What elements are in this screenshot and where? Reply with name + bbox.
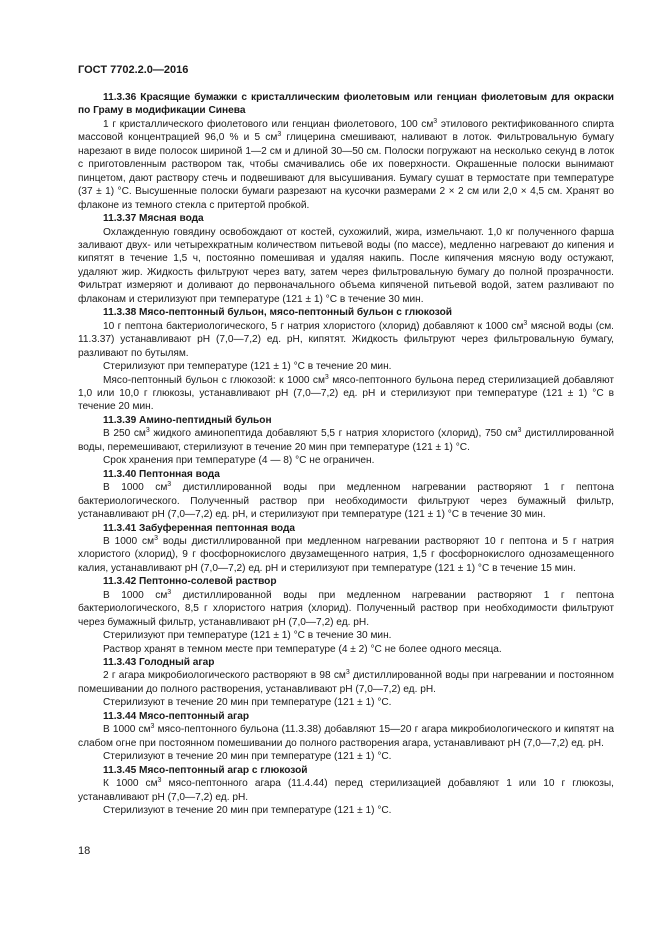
- paragraph: [78, 454, 614, 467]
- section-heading: 11.3.42 Пептонно-солевой раствор: [103, 576, 277, 588]
- superscript: 3: [433, 117, 438, 125]
- text-run: В 1000 см: [103, 724, 151, 736]
- text-run: дистиллированной воды, перемешивают, стерилизуют в течение 20 мин при температуре (121 ± 1) °С.: [78, 428, 614, 453]
- text-run: дистиллированной воды при медленном нагревании растворяют 1 г пептона бактериологического, 8,5 г хлористого натрия (хлорид). Полученный раствор при необходимости фильтруют через бумажный фильтр, устанавливают рН (7,0—7,2) ед. рН.: [78, 589, 614, 628]
- text-run: Срок хранения при температуре (4 — 8) °С не ограничен.: [103, 455, 375, 467]
- text-run: Стерилизуют в течение 20 мин при температуре (121 ± 1) °С.: [103, 751, 392, 763]
- superscript: 3: [157, 777, 162, 785]
- superscript: 3: [523, 319, 528, 327]
- text-run: жидкого аминопептида добавляют 5,5 г натрия хлористого (хлорид), 750 см: [149, 428, 518, 440]
- text-run: мясо-пептонного бульона перед стерилизацией добавляют 1,0 или 10,0 г глюкозы, устанавливают рН (7,0—7,2) ед. рН и стерилизуют при температуре (121 ± 1) °С в течение 20 мин.: [78, 374, 614, 413]
- superscript: 3: [517, 427, 522, 435]
- section-heading: 11.3.44 Мясо-пептонный агар: [103, 710, 250, 722]
- document-header: ГОСТ 7702.2.0—2016: [78, 64, 189, 76]
- text-run: Охлажденную говядину освобождают от костей, сухожилий, жира, измельчают. 1,0 кг полученного фарша заливают двух- или четырехкратным количеством питьевой воды (по массе), медленно нагревают до кипения и кипятят в течение 1,5 ч, постоянно помешивая и удаляя накипь. После кипячения мясную воду остужают, удаляют жир. Жидкость фильтруют через вату, затем через фильтровальную бумагу до полной прозрачности. Фильтрат измеряют и доливают до первоначального объема кипяченой питьевой водой, затем разливают по флаконам и стерилизуют при температуре (121 ± 1) °С в течение 30 мин.: [78, 226, 614, 305]
- text-run: дистиллированной воды при медленном нагревании растворяют 1 г пептона бактериологического. Полученный раствор при необходимости фильтруют через бумажный фильтр, устанавливают рН (7,0—7,2) ед. рН, и стерилизуют при температуре (121 ± 1) °С в течение 30 мин.: [78, 482, 614, 521]
- text-run: В 1000 см: [103, 589, 168, 601]
- text-run: Стерилизуют в течение 20 мин при температуре (121 ± 1) °С.: [103, 697, 392, 709]
- superscript: 3: [150, 723, 155, 731]
- paragraph: [78, 374, 614, 414]
- document-body: [78, 91, 614, 817]
- section-heading: 11.3.37 Мясная вода: [103, 213, 204, 225]
- paragraph: [78, 226, 614, 307]
- text-run: В 250 см: [103, 428, 146, 440]
- paragraph: [78, 589, 614, 629]
- text-run: 10 г пептона бактериологического, 5 г натрия хлористого (хлорид) добавляют к 1000 см: [103, 320, 524, 332]
- text-run: В 1000 см: [103, 535, 155, 547]
- superscript: 3: [145, 427, 150, 435]
- text-run: В 1000 см: [103, 482, 168, 494]
- paragraph: [78, 320, 614, 360]
- text-run: глицерина смешивают, наливают в лоток. Фильтровальную бумагу нарезают в виде полосок шириной 1—2 см и длиной 30—50 см. Полоски погружают на несколько секунд в лоток с приготовленным раствором так, чтобы смачивались обе их поверхности. Окрашенные полоски вынимают пинцетом, дают раствору стечь и подвешивают для высушивания. Бумагу сушат в термостате при температуре (37 ± 1) °С. Высушенные полоски бумаги разрезают на кусочки размерами 2 × 2 см или 2,0 × 4,5 см. Хранят во флаконе из темного стекла с притертой пробкой.: [78, 132, 614, 211]
- text-run: Раствор хранят в темном месте при температуре (4 ± 2) °С не более одного месяца.: [103, 643, 502, 655]
- paragraph: [78, 427, 614, 454]
- section-heading: 11.3.39 Амино-пептидный бульон: [103, 414, 272, 426]
- text-run: мясной воды (см. 11.3.37) устанавливают рН (7,0—7,2) ед. рН, кипятят. Жидкость фильтруют через фильтровальную бумагу, разливают по бутылям.: [78, 320, 614, 359]
- paragraph: [78, 360, 614, 373]
- text-run: дистиллированной воды при нагревании и постоянном помешивании до полного растворения, устанавливают рН (7,0—7,2) ед. рН.: [78, 670, 614, 695]
- superscript: 3: [277, 131, 282, 139]
- text-run: Мясо-пептонный бульон с глюкозой: к 1000 см: [103, 374, 325, 386]
- superscript: 3: [167, 481, 172, 489]
- text-run: 1 г кристаллического фиолетового или генциан фиолетового, 100 см: [103, 118, 434, 130]
- superscript: 3: [154, 534, 158, 542]
- text-run: мясо-пептонного агара (11.4.44) перед стерилизацией добавляют 1 или 10 г глюкозы, устанавливают рН (7,0—7,2) ед. рН.: [78, 778, 614, 803]
- text-run: этилового ректификованного спирта массовой концентрацией 96,0 % и 5 см: [78, 118, 614, 144]
- paragraph: [78, 481, 614, 521]
- text-run: Стерилизуют при температуре (121 ± 1) °С в течение 20 мин.: [103, 361, 392, 373]
- section-heading: 11.3.43 Голодный агар: [103, 657, 215, 669]
- section-heading: 11.3.41 Забуференная пептонная вода: [103, 522, 296, 534]
- paragraph: [78, 629, 614, 642]
- paragraph: [78, 723, 614, 750]
- text-run: воды дистиллированной при медленном нагревании растворяют 10 г пептона и 5 г натрия хлористого (хлорид), 9 г фосфорнокислого двузамещенного натрия, 1,5 г фосфорнокислого однозамещенного калия, устанавливают рН (7,0—7,2) ед. рН и стерилизуют при температуре (121 ± 1) °С в течение 15 мин.: [78, 535, 614, 574]
- paragraph: [78, 669, 614, 696]
- paragraph: [78, 777, 614, 804]
- section-heading: 11.3.45 Мясо-пептонный агар с глюкозой: [103, 764, 308, 776]
- paragraph: [78, 696, 614, 709]
- paragraph: [78, 643, 614, 656]
- section-heading: 11.3.40 Пептонная вода: [103, 468, 220, 480]
- text-run: Стерилизуют при температуре (121 ± 1) °С в течение 30 мин.: [103, 630, 392, 642]
- section-heading: 11.3.38 Мясо-пептонный бульон, мясо-пептонный бульон с глюкозой: [103, 307, 452, 319]
- superscript: 3: [167, 588, 172, 596]
- section-heading: 11.3.36 Красящие бумажки с кристаллическим фиолетовым или генциан фиолетовым для окраски по Граму в модификации Синева: [78, 92, 614, 117]
- superscript: 3: [324, 373, 329, 381]
- text-run: К 1000 см: [103, 778, 158, 790]
- paragraph: [78, 750, 614, 763]
- text-run: Стерилизуют в течение 20 мин при температуре (121 ± 1) °С.: [103, 805, 392, 817]
- text-run: мясо-пептонного бульона (11.3.38) добавляют 15—20 г агара микробиологического и кипятят на слабом огне при постоянном помешивании до полного растворения агара, устанавливают рН (7,0—7,2) ед. рН.: [78, 724, 614, 749]
- page-number: 18: [78, 845, 91, 857]
- text-run: 2 г агара микробиологического растворяют в 98 см: [103, 670, 346, 682]
- paragraph: [78, 804, 614, 817]
- paragraph: [78, 535, 614, 575]
- paragraph: [78, 118, 614, 212]
- superscript: 3: [345, 669, 350, 677]
